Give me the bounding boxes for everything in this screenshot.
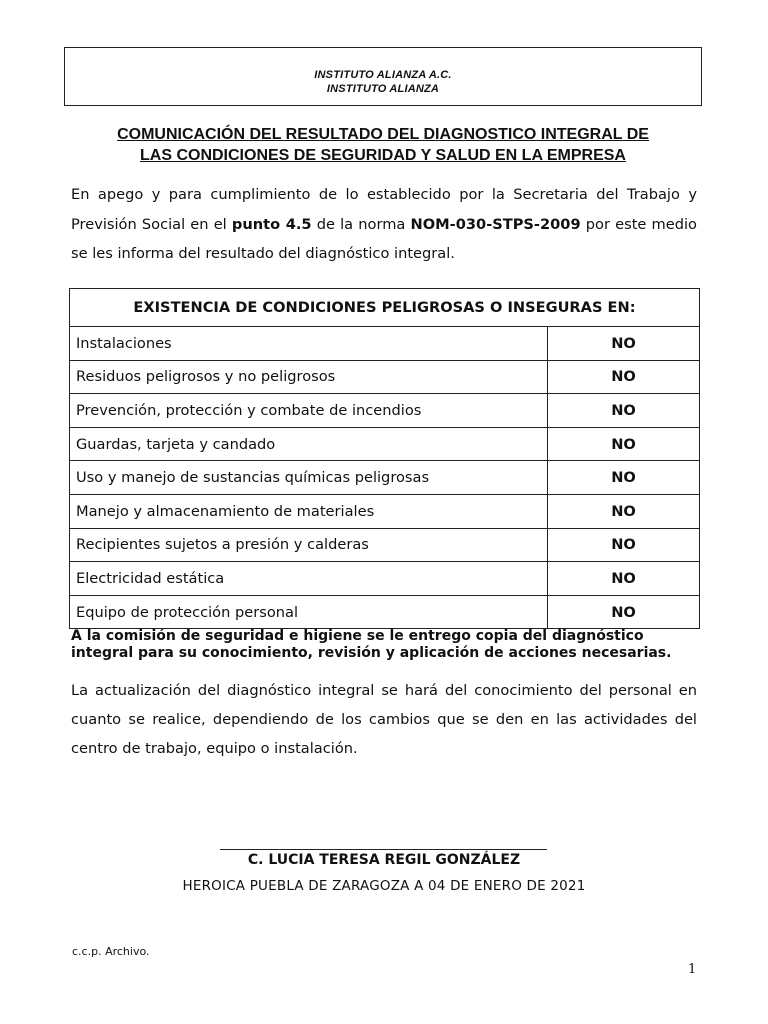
table-row <box>70 427 700 461</box>
condition-value: NO <box>548 461 700 495</box>
intro-paragraph <box>71 180 697 269</box>
ccp-archive: c.c.p. Archivo. <box>72 945 150 958</box>
table-row <box>70 494 700 528</box>
condition-label: Residuos peligrosos y no peligrosos <box>70 360 548 394</box>
condition-label: Prevención, protección y combate de incendios <box>70 394 548 428</box>
title-line-1: COMUNICACIÓN DEL RESULTADO DEL DIAGNOSTICO INTEGRAL DE <box>117 126 649 143</box>
institution-short-name: INSTITUTO ALIANZA <box>326 83 440 95</box>
document-title <box>64 124 702 166</box>
intro-text-2: de la norma <box>311 215 411 233</box>
condition-label: Instalaciones <box>70 327 548 361</box>
condition-value: NO <box>548 360 700 394</box>
condition-label: Guardas, tarjeta y candado <box>70 427 548 461</box>
table-row <box>70 360 700 394</box>
table-row <box>70 394 700 428</box>
signer-name: C. LUCIA TERESA REGIL GONZÁLEZ <box>247 852 521 868</box>
intro-text-1: En apego y para cumplimiento de lo establecido por la Secretaria del Trabajo y Previsión Social en el <box>71 186 697 233</box>
intro-bold-norm: NOM-030-STPS-2009 <box>410 215 581 233</box>
condition-value: NO <box>548 427 700 461</box>
conditions-table <box>69 288 700 629</box>
commission-note: A la comisión de seguridad e higiene se le entrego copia del diagnóstico integral para su conocimiento, revisión y aplicación de acciones necesarias. <box>71 628 672 661</box>
title-line-2: LAS CONDICIONES DE SEGURIDAD Y SALUD EN LA EMPRESA <box>140 147 626 164</box>
header-box <box>64 47 702 106</box>
intro-bold-point: punto 4.5 <box>231 215 312 233</box>
condition-label: Equipo de protección personal <box>70 595 548 629</box>
condition-label: Electricidad estática <box>70 562 548 596</box>
table-header-row <box>70 289 700 327</box>
condition-label: Manejo y almacenamiento de materiales <box>70 494 548 528</box>
condition-value: NO <box>548 595 700 629</box>
place-date: HEROICA PUEBLA DE ZARAGOZA A 04 DE ENERO DE 2021 <box>182 878 586 894</box>
condition-value: NO <box>548 494 700 528</box>
table-row <box>70 595 700 629</box>
table-row <box>70 461 700 495</box>
update-paragraph: La actualización del diagnóstico integral se hará del conocimiento del personal en cuanto se realice, dependiendo de los cambios que se den en las actividades del centro de trabajo, equipo o instalación. <box>71 682 697 757</box>
table-row <box>70 327 700 361</box>
condition-value: NO <box>548 528 700 562</box>
condition-value: NO <box>548 394 700 428</box>
condition-label: Recipientes sujetos a presión y calderas <box>70 528 548 562</box>
institution-name: INSTITUTO ALIANZA A.C. <box>314 69 452 81</box>
signature-line <box>220 849 547 850</box>
intro-text-3: por este medio se les informa del resultado del diagnóstico integral. <box>71 215 697 262</box>
table-row <box>70 562 700 596</box>
condition-value: NO <box>548 562 700 596</box>
table-heading: EXISTENCIA DE CONDICIONES PELIGROSAS O INSEGURAS EN: <box>70 289 700 327</box>
page-number: 1 <box>688 962 697 977</box>
table-row <box>70 528 700 562</box>
condition-value: NO <box>548 327 700 361</box>
condition-label: Uso y manejo de sustancias químicas peligrosas <box>70 461 548 495</box>
